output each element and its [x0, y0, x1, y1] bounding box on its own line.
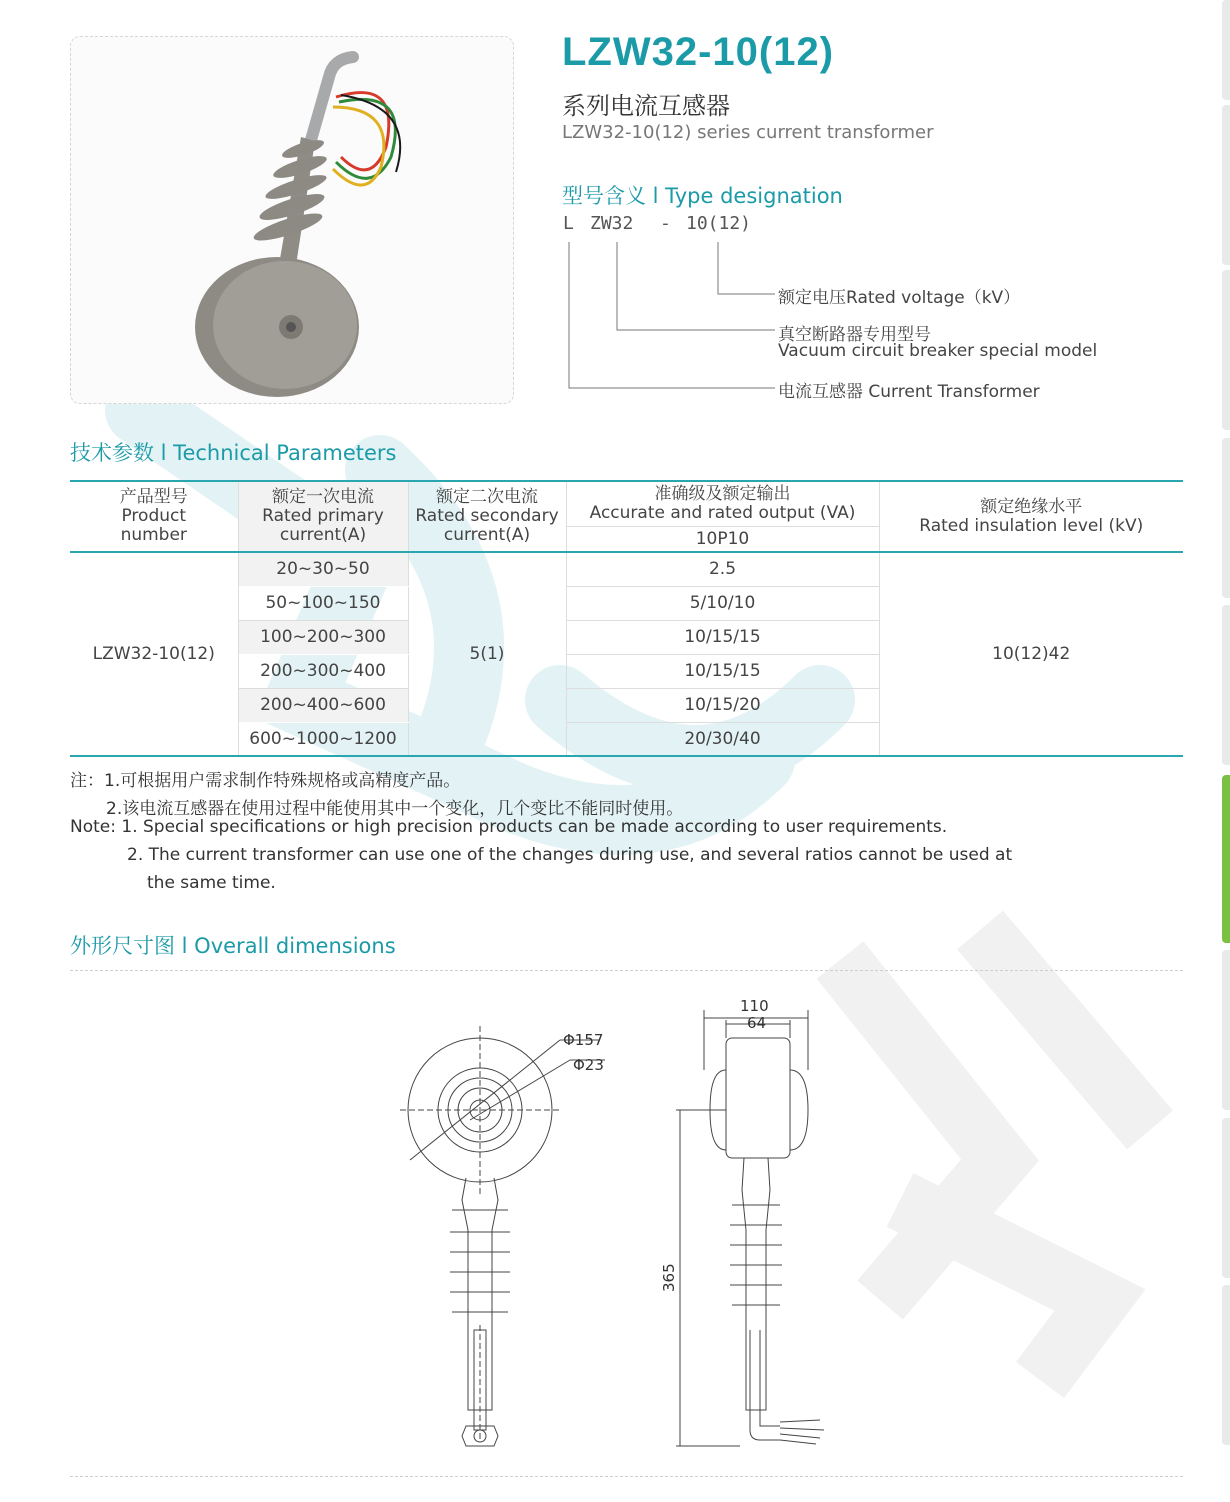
technical-parameters-heading: 技术参数 l Technical Parameters — [70, 441, 397, 465]
type-designation-heading: 型号含义 l Type designation — [562, 184, 843, 208]
header-insulation: 额定绝缘水平 Rated insulation level (kV) — [919, 496, 1144, 536]
note-en-1: Note: 1. Special specifications or high precision products can be made according to user requirements. — [70, 817, 948, 837]
divider — [70, 970, 1183, 971]
cell-output: 2.5 — [566, 552, 879, 586]
header-accuracy: 准确级及额定输出 Accurate and rated output (VA) — [566, 481, 879, 526]
code-zw32: ZW32 — [590, 213, 634, 234]
code-voltage: 10(12) — [686, 213, 752, 234]
label-rated-voltage: 额定电压Rated voltage（kV） — [778, 288, 1021, 308]
side-tab — [1222, 605, 1230, 765]
side-tab — [1222, 270, 1230, 430]
cell-secondary: 5(1) — [408, 552, 566, 756]
cell-model: LZW32-10(12) — [70, 552, 238, 756]
table-header-row — [70, 481, 1183, 526]
note-en-3: the same time. — [147, 873, 276, 893]
side-tab — [1222, 438, 1230, 598]
side-tab — [1222, 105, 1230, 265]
dim-outer-diameter: Φ157 — [563, 1031, 604, 1049]
dimension-drawing — [380, 990, 860, 1460]
header-primary: 额定一次电流 Rated primary current(A) — [238, 481, 408, 552]
code-l: L — [563, 213, 574, 234]
label-current-transformer: 电流互感器 Current Transformer — [778, 382, 1040, 402]
overall-dimensions-heading: 外形尺寸图 l Overall dimensions — [70, 934, 396, 958]
cell-output: 10/15/15 — [566, 654, 879, 688]
table-row — [70, 552, 1183, 586]
current-transformer-image — [71, 37, 513, 403]
dim-width-core: 64 — [747, 1014, 767, 1032]
cell-primary: 600~1000~1200 — [238, 722, 408, 756]
cell-primary: 200~300~400 — [238, 654, 408, 688]
dim-width-total: 110 — [740, 997, 769, 1015]
cell-primary: 50~100~150 — [238, 586, 408, 620]
cell-output: 5/10/10 — [566, 586, 879, 620]
side-tab — [1222, 0, 1230, 100]
cell-primary: 100~200~300 — [238, 620, 408, 654]
subtitle-en: LZW32-10(12) series current transformer — [562, 122, 934, 143]
header-accuracy-class: 10P10 — [566, 526, 879, 552]
cell-primary: 20~30~50 — [238, 552, 408, 586]
subtitle-cn: 系列电流互感器 — [562, 92, 730, 120]
dim-height: 365 — [660, 1263, 678, 1292]
side-tab — [1222, 950, 1230, 1110]
cell-insulation: 10(12)42 — [992, 644, 1071, 664]
dim-inner-diameter: Φ23 — [573, 1056, 604, 1074]
cell-output: 20/30/40 — [566, 722, 879, 756]
side-tab — [1222, 1285, 1230, 1445]
header-secondary: 额定二次电流 Rated secondary current(A) — [408, 481, 566, 552]
model-title: LZW32-10(12) — [562, 30, 835, 74]
code-dash: - — [660, 213, 671, 234]
technical-parameters-table — [70, 480, 1183, 757]
divider — [70, 1476, 1183, 1477]
note-cn-1: 注：1.可根据用户需求制作特殊规格或高精度产品。 — [70, 771, 461, 791]
label-vcb-en: Vacuum circuit breaker special model — [778, 341, 1098, 361]
designation-leader-lines — [560, 238, 790, 398]
cell-primary: 200~400~600 — [238, 688, 408, 722]
cell-output: 10/15/15 — [566, 620, 879, 654]
side-tab-active — [1222, 775, 1230, 943]
cell-output: 10/15/20 — [566, 688, 879, 722]
product-photo — [70, 36, 514, 404]
label-vcb-cn: 真空断路器专用型号 — [778, 325, 931, 345]
header-product: 产品型号 Product number — [70, 481, 238, 552]
note-cn-2: 2.该电流互感器在使用过程中能使用其中一个变化，几个变比不能同时使用。 — [106, 799, 684, 819]
side-tab — [1222, 1118, 1230, 1278]
note-en-2: 2. The current transformer can use one of the changes during use, and several ratios cannot be used at — [127, 845, 1013, 865]
